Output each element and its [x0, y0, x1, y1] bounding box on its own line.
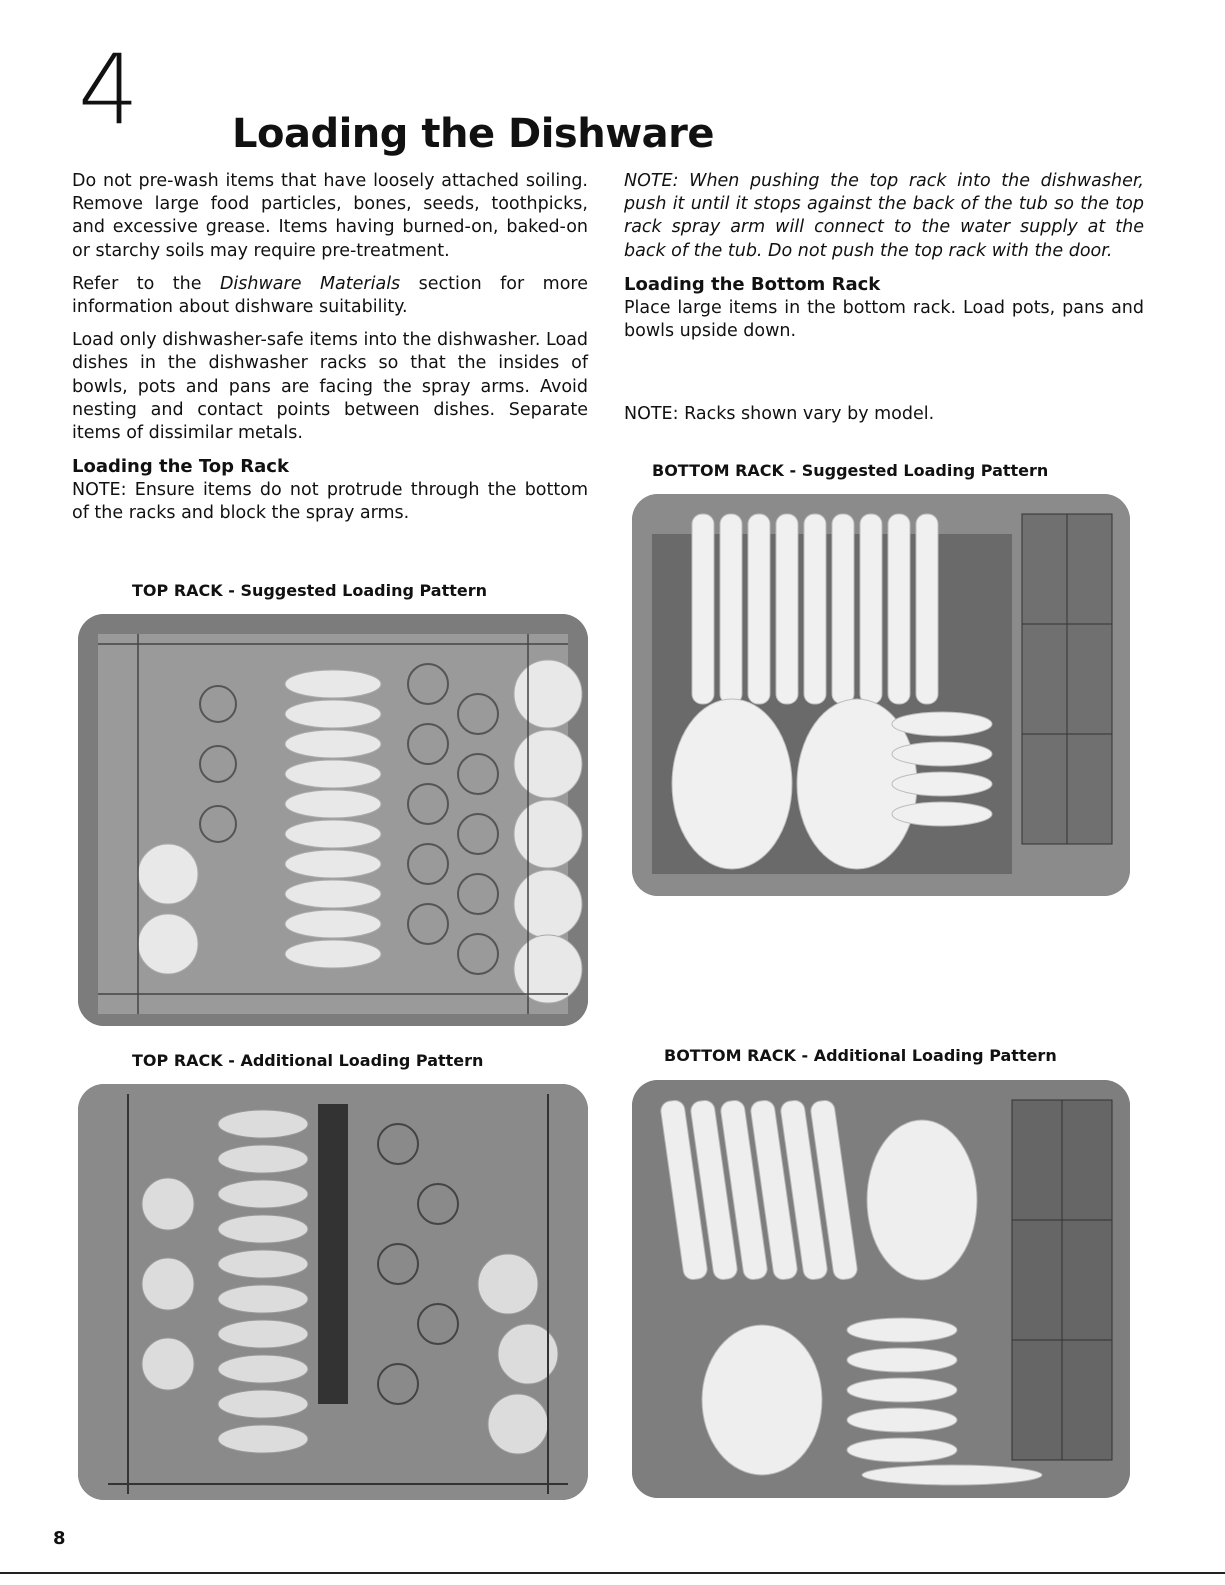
caption-bottom-additional: BOTTOM RACK - Additional Loading Pattern — [664, 1046, 1057, 1065]
top-rack-additional-photo — [78, 1084, 588, 1500]
top-rack-note: NOTE: Ensure items do not protrude through the bottom of the racks and block the spray arms. — [72, 480, 588, 524]
top-rack-push-note: NOTE: When pushing the top rack into the dishwasher, push it until it stops against the back of the tub so the top rack spray arm will connect to the water supply at the back of the tub. Do not push the top rack with the door. — [624, 171, 1144, 261]
dishware-materials-paragraph — [72, 273, 588, 319]
paragraph-text: Refer to the — [72, 273, 220, 294]
left-column — [72, 170, 588, 536]
racks-vary-note: NOTE: Racks shown vary by model. — [624, 404, 935, 425]
caption-top-suggested: TOP RACK - Suggested Loading Pattern — [132, 581, 488, 600]
section-reference: Dishware Materials — [219, 273, 401, 294]
chapter-title: Loading the Dishware — [232, 111, 714, 157]
bottom-rack-additional-image — [632, 1080, 1130, 1498]
load-safe-items-paragraph: Load only dishwasher-safe items into the dishwasher. Load dishes in the dishwasher racks so that the insides of bowls, pots and pans are facing the spray arms. Avoid nesting and contact points between dishes. Separate items of dissimilar metals. — [72, 330, 588, 444]
caption-bottom-suggested: BOTTOM RACK - Suggested Loading Pattern — [652, 461, 1049, 480]
top-rack-suggested-image — [78, 614, 588, 1026]
bottom-rack-additional-photo — [632, 1080, 1130, 1498]
top-rack-heading: Loading the Top Rack — [72, 456, 289, 478]
caption-top-additional: TOP RACK - Additional Loading Pattern — [132, 1051, 484, 1070]
prewash-paragraph: Do not pre-wash items that have loosely attached soiling. Remove large food particles, bones, seeds, toothpicks, and excessive grease. Items having burned-on, baked-on or starchy soils may require pre-treatment. — [72, 171, 588, 261]
top-rack-additional-image — [78, 1084, 588, 1500]
bottom-rack-heading: Loading the Bottom Rack — [624, 273, 881, 295]
bottom-rule — [0, 1572, 1225, 1574]
page-number: 8 — [53, 1528, 66, 1549]
bottom-rack-suggested-image — [632, 494, 1130, 896]
right-column — [624, 170, 1144, 436]
chapter-number: 4 — [78, 34, 140, 146]
bottom-rack-suggested-photo — [632, 494, 1130, 896]
bottom-rack-text: Place large items in the bottom rack. Load pots, pans and bowls upside down. — [624, 297, 1144, 342]
top-rack-suggested-photo — [78, 614, 588, 1026]
paragraph-text: section for more information about dishware suitability. — [72, 273, 589, 318]
